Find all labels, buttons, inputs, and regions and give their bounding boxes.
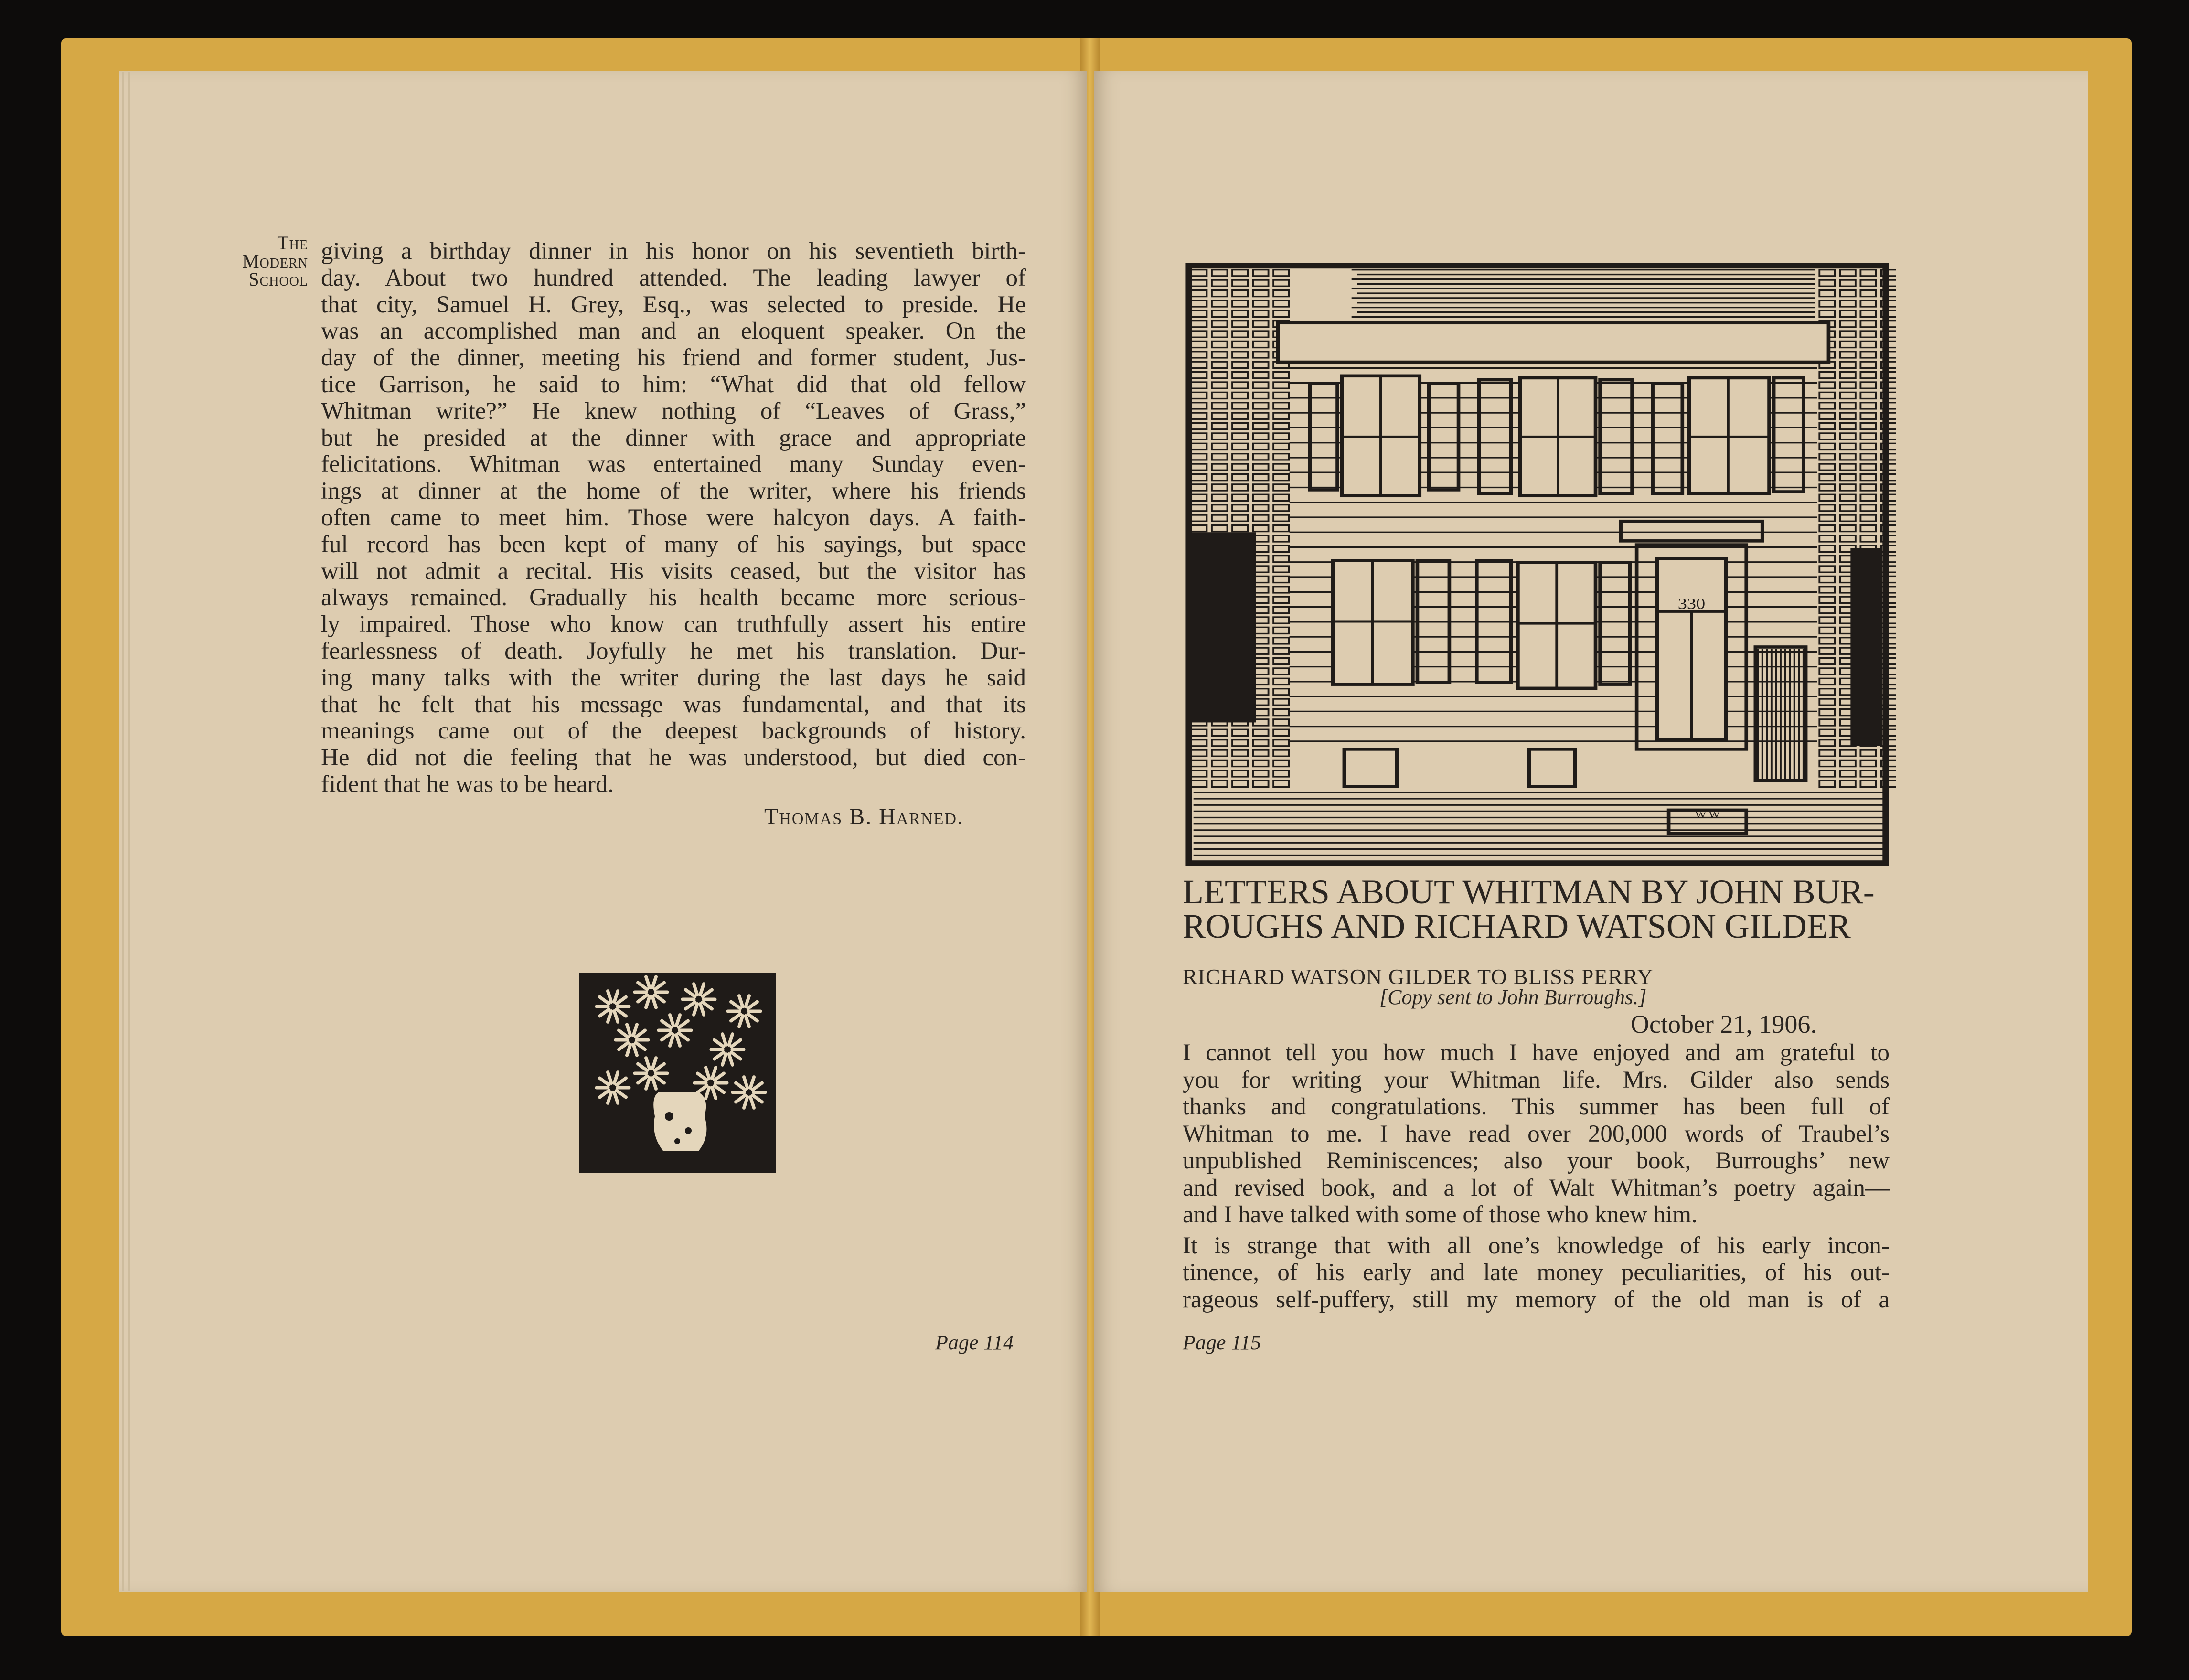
body-line: always remained. Gradually his health became more serious- <box>321 584 1026 611</box>
article-heading-line-1: LETTERS ABOUT WHITMAN BY JOHN BUR- <box>1183 873 1875 911</box>
body-line: ings at dinner at the home of the writer, where his friends <box>321 478 1026 505</box>
body-line: tice Garrison, he said to him: “What did that old fellow <box>321 371 1026 398</box>
page-number-right: Page 115 <box>1183 1331 1261 1354</box>
artist-initials: W W <box>1695 809 1720 821</box>
letter-heading: RICHARD WATSON GILDER TO BLISS PERRY <box>1183 964 1654 989</box>
body-line: was an accomplished man and an eloquent speaker. On the <box>321 318 1026 345</box>
running-head-the: The <box>277 232 308 254</box>
body-line: will not admit a recital. His visits ceased, but the visitor has <box>321 557 1026 585</box>
body-line: He did not die feeling that he was understood, but died con- <box>321 744 1026 771</box>
body-line: day. About two hundred attended. The leading lawyer of <box>321 264 1026 291</box>
body-line: that he felt that his message was fundamental, and that its <box>321 691 1026 718</box>
body-line: giving a birthday dinner in his honor on his seventieth birth- <box>321 238 1026 265</box>
page-edges <box>122 72 130 1591</box>
house-woodcut-illustration <box>1180 258 1896 874</box>
letter-line: thanks and congratulations. This summer has been full of <box>1183 1093 1890 1120</box>
letter-line: and I have talked with some of those who knew him. <box>1183 1201 1698 1228</box>
running-head <box>220 234 308 289</box>
body-line: ly impaired. Those who know can truthfully assert his entire <box>321 611 1026 638</box>
article-heading-line-2: ROUGHS AND RICHARD WATSON GILDER <box>1183 907 1851 945</box>
body-line: fident that he was to be heard. <box>321 771 614 798</box>
letter-line: I cannot tell you how much I have enjoyed and am grateful to <box>1183 1039 1890 1066</box>
body-line: fearlessness of death. Joyfully he met his translation. Dur- <box>321 638 1026 664</box>
house-number: 330 <box>1677 595 1706 613</box>
letter-line: Whitman to me. I have read over 200,000 words of Traubel’s <box>1183 1120 1890 1147</box>
page-number-left: Page 114 <box>935 1331 1014 1354</box>
letter-line: and revised book, and a lot of Walt Whitman’s poetry again— <box>1183 1174 1890 1201</box>
body-line: day of the dinner, meeting his friend and former student, Jus- <box>321 344 1026 372</box>
letter-date: October 21, 1906. <box>1631 1010 1817 1038</box>
letter-line: It is strange that with all one’s knowledge of his early incon- <box>1183 1232 1890 1259</box>
body-line: that city, Samuel H. Grey, Esq., was selected to preside. He <box>321 291 1026 318</box>
letter-line: you for writing your Whitman life. Mrs. Gilder also sends <box>1183 1066 1890 1093</box>
running-head-school: School <box>248 268 308 290</box>
body-line: meanings came out of the deepest backgrounds of history. <box>321 717 1026 745</box>
body-line: felicitations. Whitman was entertained many Sunday even- <box>321 451 1026 478</box>
body-line: Whitman write?” He knew nothing of “Leaves of Grass,” <box>321 397 1026 425</box>
letter-line: rageous self-puffery, still my memory of the old man is of a <box>1183 1286 1890 1313</box>
letter-line: tinence, of his early and late money peculiarities, of his out- <box>1183 1259 1890 1286</box>
body-line: but he presided at the dinner with grace and appropriate <box>321 424 1026 451</box>
author-signature: Thomas B. Harned. <box>764 804 964 829</box>
body-line: often came to meet him. Those were halcyon days. A faith- <box>321 504 1026 531</box>
letter-line: unpublished Reminiscences; also your book, Burroughs’ new <box>1183 1147 1890 1174</box>
running-head-modern: Modern <box>242 250 308 272</box>
copy-note: [Copy sent to John Burroughs.] <box>1379 985 1647 1009</box>
flower-vase-woodcut <box>579 973 776 1173</box>
body-line: ing many talks with the writer during the last days he said <box>321 664 1026 691</box>
body-line: ful record has been kept of many of his sayings, but space <box>321 531 1026 558</box>
